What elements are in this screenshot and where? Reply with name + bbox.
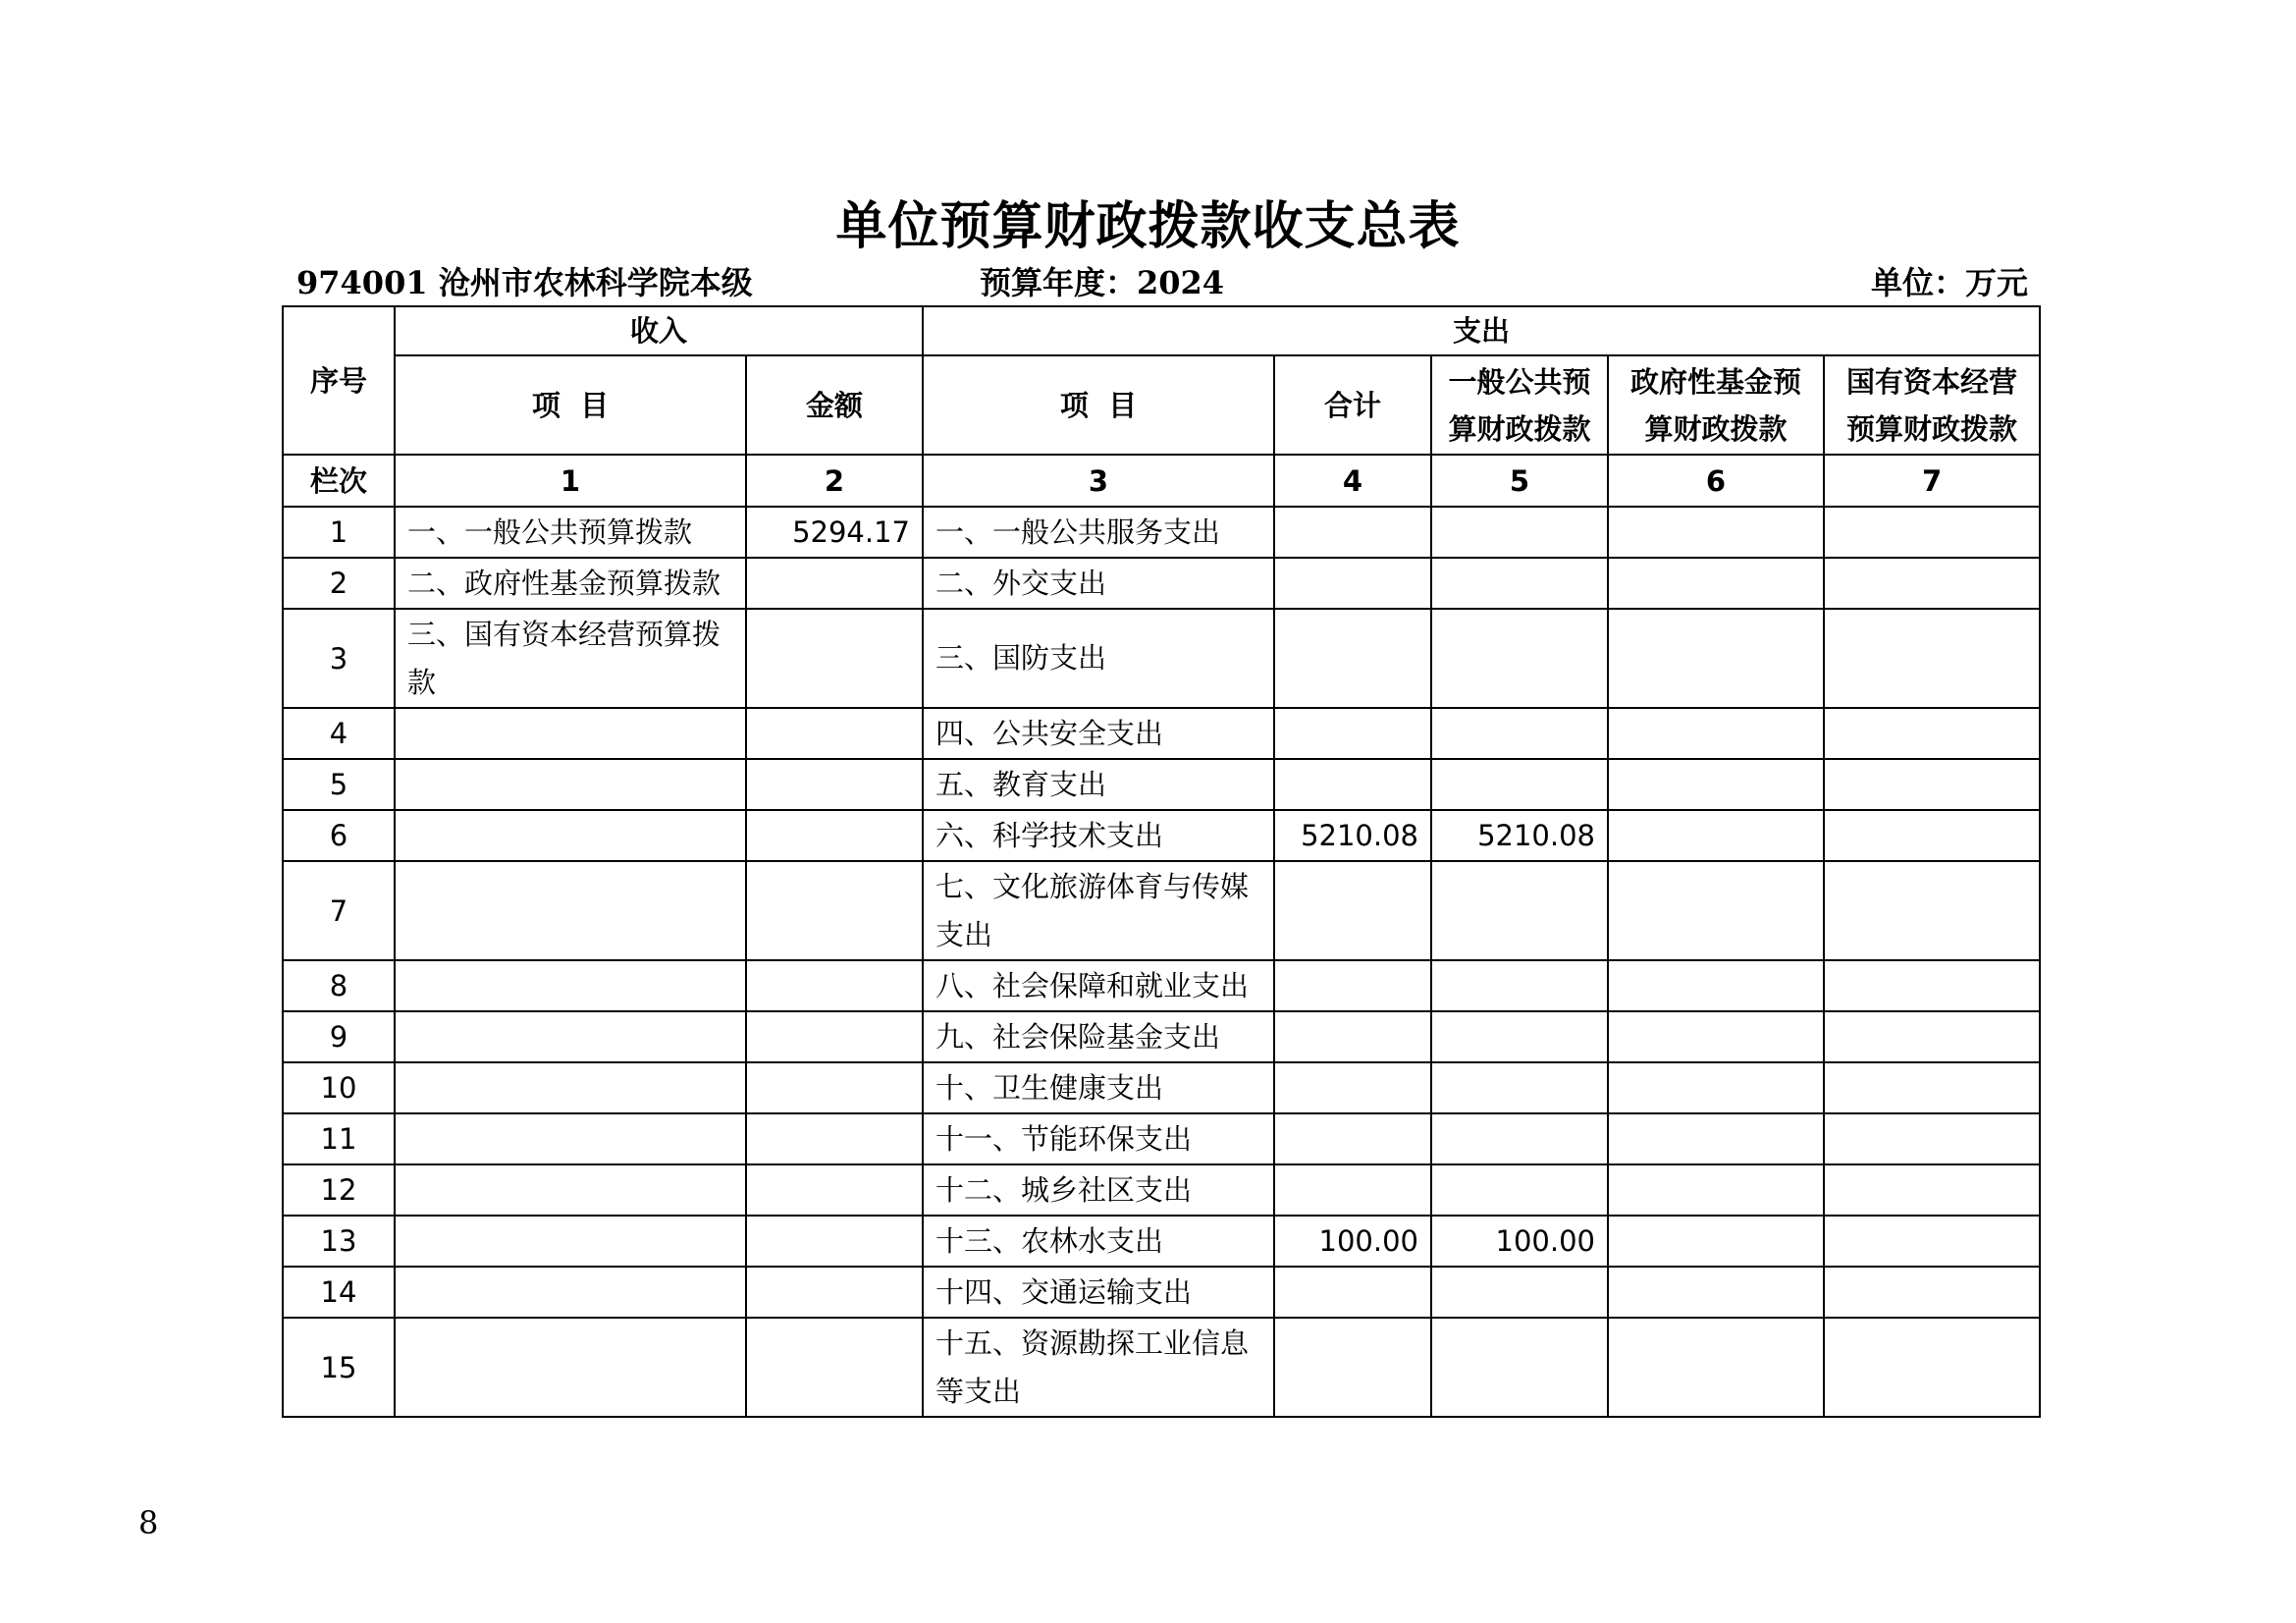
- table-row: [283, 1267, 2040, 1318]
- cell-seq: 9: [283, 1011, 395, 1062]
- cell-seq: 10: [283, 1062, 395, 1113]
- column-index-2: 2: [746, 455, 923, 507]
- cell-income-amount: [746, 861, 923, 960]
- cell-seq: 3: [283, 609, 395, 708]
- cell-expense-item: 十四、交通运输支出: [923, 1267, 1274, 1318]
- cell-expense-item: 八、社会保障和就业支出: [923, 960, 1274, 1011]
- cell-income-item: [395, 1318, 746, 1417]
- cell-seq: 6: [283, 810, 395, 861]
- column-index-3: 3: [923, 455, 1274, 507]
- cell-fund-budget: [1608, 708, 1824, 759]
- header-state-capital-budget: 国有资本经营预算财政拨款: [1824, 355, 2040, 455]
- cell-state-capital-budget: [1824, 1062, 2040, 1113]
- header-row-1: [283, 306, 2040, 355]
- cell-total: [1274, 609, 1431, 708]
- cell-state-capital-budget: [1824, 759, 2040, 810]
- cell-income-item: 二、政府性基金预算拨款: [395, 558, 746, 609]
- cell-income-amount: [746, 1062, 923, 1113]
- page-title: 单位预算财政拨款收支总表: [835, 196, 1461, 256]
- cell-expense-item: 十三、农林水支出: [923, 1216, 1274, 1267]
- cell-income-amount: [746, 609, 923, 708]
- cell-fund-budget: [1608, 810, 1824, 861]
- cell-income-amount: [746, 1216, 923, 1267]
- cell-expense-item: 十五、资源勘探工业信息等支出: [923, 1318, 1274, 1417]
- cell-total: [1274, 1062, 1431, 1113]
- cell-expense-item: 三、国防支出: [923, 609, 1274, 708]
- table-row: [283, 558, 2040, 609]
- budget-table: [282, 305, 2041, 1418]
- table-row: [283, 507, 2040, 558]
- cell-income-amount: 5294.17: [746, 507, 923, 558]
- cell-expense-item: 十二、城乡社区支出: [923, 1164, 1274, 1216]
- cell-seq: 4: [283, 708, 395, 759]
- cell-general-budget: [1431, 708, 1608, 759]
- table-row: [283, 1164, 2040, 1216]
- cell-general-budget: [1431, 1011, 1608, 1062]
- cell-seq: 15: [283, 1318, 395, 1417]
- header-general-budget: 一般公共预算财政拨款: [1431, 355, 1608, 455]
- header-income-amount: 金额: [746, 355, 923, 455]
- cell-income-amount: [746, 708, 923, 759]
- header-income-item: 项 目: [395, 355, 746, 455]
- cell-total: [1274, 1011, 1431, 1062]
- cell-fund-budget: [1608, 861, 1824, 960]
- column-index-6: 6: [1608, 455, 1824, 507]
- cell-income-item: [395, 1011, 746, 1062]
- cell-seq: 11: [283, 1113, 395, 1164]
- cell-fund-budget: [1608, 558, 1824, 609]
- cell-total: 5210.08: [1274, 810, 1431, 861]
- table-row: [283, 1113, 2040, 1164]
- table-row: [283, 861, 2040, 960]
- cell-state-capital-budget: [1824, 810, 2040, 861]
- cell-seq: 1: [283, 507, 395, 558]
- unit-label: 974001 沧州市农林科学院本级: [296, 264, 753, 301]
- cell-income-amount: [746, 810, 923, 861]
- cell-state-capital-budget: [1824, 1216, 2040, 1267]
- cell-general-budget: [1431, 507, 1608, 558]
- cell-income-item: [395, 1113, 746, 1164]
- column-index-7: 7: [1824, 455, 2040, 507]
- column-index-label: 栏次: [283, 455, 395, 507]
- column-index-5: 5: [1431, 455, 1608, 507]
- cell-state-capital-budget: [1824, 960, 2040, 1011]
- cell-seq: 8: [283, 960, 395, 1011]
- cell-expense-item: 二、外交支出: [923, 558, 1274, 609]
- cell-expense-item: 一、一般公共服务支出: [923, 507, 1274, 558]
- cell-expense-item: 六、科学技术支出: [923, 810, 1274, 861]
- cell-expense-item: 七、文化旅游体育与传媒支出: [923, 861, 1274, 960]
- cell-state-capital-budget: [1824, 1164, 2040, 1216]
- cell-expense-item: 十、卫生健康支出: [923, 1062, 1274, 1113]
- cell-total: [1274, 1318, 1431, 1417]
- cell-general-budget: [1431, 1113, 1608, 1164]
- header-expense-item: 项 目: [923, 355, 1274, 455]
- cell-expense-item: 五、教育支出: [923, 759, 1274, 810]
- cell-total: [1274, 960, 1431, 1011]
- cell-fund-budget: [1608, 759, 1824, 810]
- cell-income-item: [395, 1216, 746, 1267]
- cell-general-budget: [1431, 861, 1608, 960]
- cell-income-item: [395, 1164, 746, 1216]
- cell-state-capital-budget: [1824, 558, 2040, 609]
- cell-fund-budget: [1608, 960, 1824, 1011]
- cell-state-capital-budget: [1824, 1113, 2040, 1164]
- cell-fund-budget: [1608, 1113, 1824, 1164]
- table-row: [283, 609, 2040, 708]
- cell-income-item: 三、国有资本经营预算拨款: [395, 609, 746, 708]
- cell-seq: 2: [283, 558, 395, 609]
- cell-general-budget: [1431, 609, 1608, 708]
- cell-fund-budget: [1608, 609, 1824, 708]
- table-row: [283, 810, 2040, 861]
- table-row: [283, 1318, 2040, 1417]
- cell-general-budget: [1431, 960, 1608, 1011]
- cell-general-budget: 100.00: [1431, 1216, 1608, 1267]
- table-row: [283, 708, 2040, 759]
- column-index-row: [283, 455, 2040, 507]
- cell-income-item: [395, 1062, 746, 1113]
- cell-income-amount: [746, 558, 923, 609]
- cell-total: [1274, 759, 1431, 810]
- cell-income-item: [395, 810, 746, 861]
- cell-general-budget: 5210.08: [1431, 810, 1608, 861]
- cell-state-capital-budget: [1824, 507, 2040, 558]
- column-index-1: 1: [395, 455, 746, 507]
- column-index-4: 4: [1274, 455, 1431, 507]
- cell-general-budget: [1431, 1267, 1608, 1318]
- cell-total: [1274, 558, 1431, 609]
- cell-fund-budget: [1608, 1062, 1824, 1113]
- cell-expense-item: 九、社会保险基金支出: [923, 1011, 1274, 1062]
- cell-income-amount: [746, 1267, 923, 1318]
- cell-income-item: [395, 708, 746, 759]
- cell-seq: 7: [283, 861, 395, 960]
- table-row: [283, 759, 2040, 810]
- cell-total: [1274, 861, 1431, 960]
- header-fund-budget: 政府性基金预算财政拨款: [1608, 355, 1824, 455]
- cell-general-budget: [1431, 558, 1608, 609]
- cell-total: [1274, 1164, 1431, 1216]
- table-row: [283, 960, 2040, 1011]
- cell-state-capital-budget: [1824, 1318, 2040, 1417]
- header-seq: 序号: [283, 306, 395, 455]
- cell-state-capital-budget: [1824, 708, 2040, 759]
- cell-income-item: [395, 1267, 746, 1318]
- cell-general-budget: [1431, 759, 1608, 810]
- cell-income-amount: [746, 1011, 923, 1062]
- header-row-2: [283, 355, 2040, 455]
- table-row: [283, 1011, 2040, 1062]
- cell-fund-budget: [1608, 1267, 1824, 1318]
- cell-state-capital-budget: [1824, 609, 2040, 708]
- cell-income-item: [395, 861, 746, 960]
- header-total: 合计: [1274, 355, 1431, 455]
- cell-seq: 5: [283, 759, 395, 810]
- cell-total: [1274, 708, 1431, 759]
- cell-income-item: [395, 759, 746, 810]
- table-row: [283, 1062, 2040, 1113]
- cell-total: [1274, 1113, 1431, 1164]
- cell-income-amount: [746, 1164, 923, 1216]
- cell-total: [1274, 1267, 1431, 1318]
- cell-expense-item: 四、公共安全支出: [923, 708, 1274, 759]
- cell-state-capital-budget: [1824, 1011, 2040, 1062]
- cell-income-item: 一、一般公共预算拨款: [395, 507, 746, 558]
- header-expense: 支出: [923, 306, 2040, 355]
- cell-state-capital-budget: [1824, 1267, 2040, 1318]
- money-unit-label: 单位：万元: [1870, 264, 2028, 301]
- cell-income-amount: [746, 960, 923, 1011]
- cell-seq: 14: [283, 1267, 395, 1318]
- cell-state-capital-budget: [1824, 861, 2040, 960]
- cell-income-amount: [746, 1318, 923, 1417]
- cell-income-item: [395, 960, 746, 1011]
- page-number: 8: [138, 1504, 159, 1542]
- cell-total: [1274, 507, 1431, 558]
- cell-fund-budget: [1608, 1318, 1824, 1417]
- cell-general-budget: [1431, 1318, 1608, 1417]
- budget-year-label: 预算年度：2024: [980, 264, 1225, 301]
- table-row: [283, 1216, 2040, 1267]
- cell-fund-budget: [1608, 1164, 1824, 1216]
- cell-expense-item: 十一、节能环保支出: [923, 1113, 1274, 1164]
- cell-general-budget: [1431, 1164, 1608, 1216]
- header-income: 收入: [395, 306, 923, 355]
- cell-general-budget: [1431, 1062, 1608, 1113]
- cell-seq: 12: [283, 1164, 395, 1216]
- cell-total: 100.00: [1274, 1216, 1431, 1267]
- cell-seq: 13: [283, 1216, 395, 1267]
- cell-income-amount: [746, 759, 923, 810]
- cell-income-amount: [746, 1113, 923, 1164]
- cell-fund-budget: [1608, 1011, 1824, 1062]
- cell-fund-budget: [1608, 1216, 1824, 1267]
- cell-fund-budget: [1608, 507, 1824, 558]
